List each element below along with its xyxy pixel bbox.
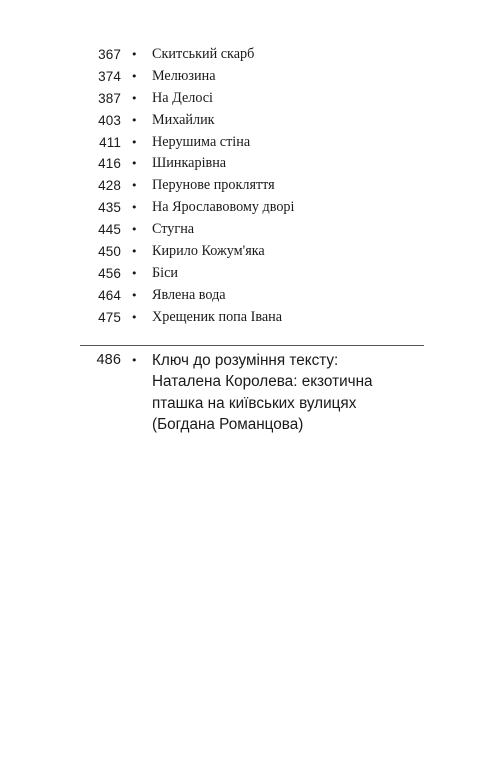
- page-number: 411: [99, 134, 121, 150]
- toc-entry[interactable]: [0, 88, 493, 110]
- toc-entry[interactable]: [0, 110, 493, 132]
- toc-entry[interactable]: [0, 219, 493, 241]
- essay-title-line: (Богдана Романцова): [152, 415, 304, 433]
- bullet-separator: •: [131, 69, 138, 83]
- entry-title: Скитський скарб: [152, 46, 255, 62]
- toc-entry[interactable]: [0, 44, 493, 66]
- toc-entry[interactable]: [0, 66, 493, 88]
- bullet-separator: •: [131, 223, 138, 237]
- page-number: 416: [98, 156, 121, 172]
- bullet-separator: •: [131, 201, 138, 215]
- entry-title: Біси: [152, 264, 178, 281]
- toc-entry[interactable]: [0, 175, 493, 197]
- page-number: 445: [98, 222, 121, 238]
- bullet-separator: •: [131, 48, 138, 61]
- page-number: 428: [98, 178, 121, 194]
- entry-title: Мелюзина: [152, 67, 216, 84]
- page-number: 403: [98, 112, 121, 128]
- toc-entry[interactable]: [0, 263, 493, 285]
- page-number: 367: [98, 47, 121, 62]
- bullet-separator: •: [131, 157, 138, 171]
- bullet-separator: •: [131, 135, 138, 149]
- page-number: 464: [98, 287, 121, 303]
- toc-entry[interactable]: [0, 241, 493, 263]
- entry-title: Шинкарівна: [152, 155, 227, 172]
- bullet-separator: •: [131, 288, 138, 302]
- page-number: 435: [98, 200, 121, 216]
- entry-title: Перунове прокляття: [152, 177, 275, 194]
- toc-entry[interactable]: [0, 132, 493, 154]
- essay-title: [152, 350, 442, 435]
- page-number: 374: [98, 68, 121, 84]
- entry-title: Явлена вода: [152, 286, 226, 303]
- entry-title: Кирило Кожум'яка: [152, 243, 265, 260]
- bullet-separator: •: [131, 245, 138, 259]
- page-number: 450: [98, 244, 121, 260]
- bullet-separator: •: [131, 266, 138, 280]
- section-divider: [80, 345, 424, 346]
- bullet-separator: •: [131, 91, 138, 105]
- entry-title: Нерушима стіна: [152, 133, 251, 150]
- essay-title-line: Ключ до розуміння тексту:: [152, 352, 339, 369]
- essay-title-line: Наталена Королева: екзотична: [152, 373, 373, 391]
- toc-entry-essay[interactable]: [0, 349, 493, 433]
- page-number: 387: [98, 90, 121, 106]
- entry-title: Хрещеник попа Івана: [152, 308, 283, 325]
- bullet-separator: •: [131, 113, 138, 127]
- bullet-separator: •: [131, 354, 138, 367]
- toc-entry[interactable]: [0, 307, 493, 329]
- entry-title: На Ярославовому дворі: [152, 199, 295, 216]
- table-of-contents: [0, 44, 493, 329]
- page-number: 486: [96, 352, 121, 368]
- entry-title: Михайлик: [152, 111, 215, 128]
- entry-title: Стугна: [152, 221, 195, 238]
- page-number: 475: [98, 309, 121, 325]
- bullet-separator: •: [131, 179, 138, 193]
- essay-title-line: пташка на київських вулицях: [152, 394, 357, 412]
- page-number: 456: [98, 265, 121, 281]
- entry-title: На Делосі: [152, 89, 214, 106]
- toc-entry[interactable]: [0, 197, 493, 219]
- toc-entry[interactable]: [0, 285, 493, 307]
- bullet-separator: •: [131, 310, 138, 324]
- toc-entry[interactable]: [0, 153, 493, 175]
